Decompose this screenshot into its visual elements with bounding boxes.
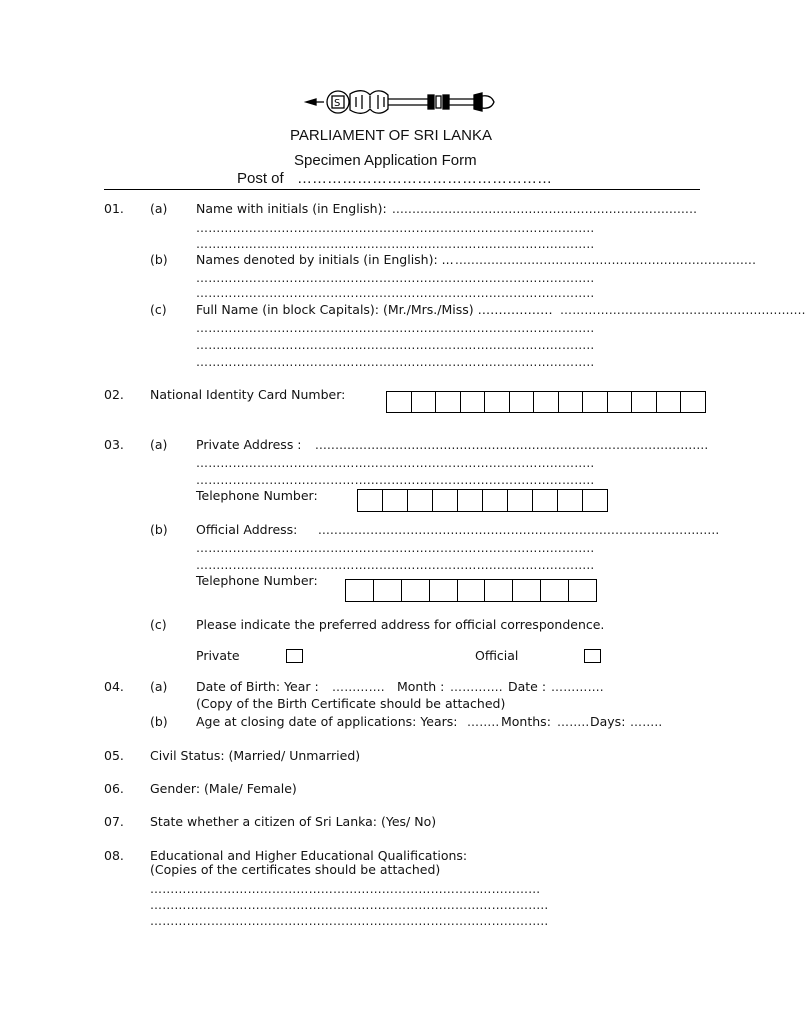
- item-03-c: (c): [150, 617, 167, 632]
- phone-box[interactable]: [484, 580, 512, 601]
- official-telephone-label: Telephone Number:: [196, 573, 318, 588]
- names-denoted-field-line-2[interactable]: ……………………………………………………………………………………..: [196, 271, 595, 285]
- name-initials-field[interactable]: ............................................................................: [392, 202, 698, 216]
- private-telephone-label: Telephone Number:: [196, 488, 318, 503]
- dob-year-field[interactable]: ………….: [332, 680, 385, 694]
- age-days-field[interactable]: ……..: [630, 715, 663, 729]
- item-number-08: 08.: [104, 848, 124, 863]
- nic-box[interactable]: [387, 392, 411, 412]
- phone-box[interactable]: [568, 580, 596, 601]
- name-initials-label: Name with initials (in English):: [196, 201, 387, 216]
- nic-box[interactable]: [607, 392, 632, 412]
- item-number-04: 04.: [104, 679, 124, 694]
- parliament-title: PARLIAMENT OF SRI LANKA: [290, 127, 492, 144]
- phone-box[interactable]: [373, 580, 401, 601]
- nic-box[interactable]: [680, 392, 705, 412]
- names-denoted-label: Names denoted by initials (in English): ...: [196, 252, 454, 267]
- post-of-label: Post of: [237, 170, 284, 187]
- phone-box[interactable]: [507, 490, 532, 511]
- mace-emblem-icon: [302, 87, 502, 117]
- phone-box[interactable]: [429, 580, 457, 601]
- item-number-06: 06.: [104, 781, 124, 796]
- full-name-field[interactable]: ……………..............................................: [560, 303, 806, 317]
- names-denoted-field[interactable]: ...........................................................................: [455, 253, 757, 267]
- full-name-field-line-4[interactable]: ……………………………………………………………………………………..: [196, 355, 595, 369]
- birth-certificate-note: (Copy of the Birth Certificate should be attached): [196, 696, 506, 711]
- preferred-address-label: Please indicate the preferred address for official correspondence.: [196, 617, 605, 632]
- svg-text:S: S: [334, 98, 341, 109]
- item-01-a: (a): [150, 201, 168, 216]
- item-04-a: (a): [150, 679, 168, 694]
- education-field-line-1[interactable]: …………………………………………………………………………………...: [150, 882, 541, 896]
- nic-box[interactable]: [582, 392, 607, 412]
- phone-box[interactable]: [401, 580, 429, 601]
- age-label: Age at closing date of applications: Years:: [196, 714, 458, 729]
- education-field-line-2[interactable]: ……………………………………………………………………………………..: [150, 898, 549, 912]
- private-address-field-line-3[interactable]: ……………………………………………………………………………………..: [196, 473, 595, 487]
- nic-box[interactable]: [460, 392, 485, 412]
- private-address-field[interactable]: ..................................................................................................: [315, 438, 709, 452]
- citizenship-label: State whether a citizen of Sri Lanka: (Yes/ No): [150, 814, 437, 829]
- nic-number-boxes[interactable]: [386, 391, 706, 413]
- phone-box[interactable]: [358, 490, 382, 511]
- age-months-field[interactable]: ……..: [557, 715, 590, 729]
- phone-box[interactable]: [382, 490, 407, 511]
- nic-box[interactable]: [411, 392, 436, 412]
- item-03-b: (b): [150, 522, 168, 537]
- dob-label: Date of Birth: Year :: [196, 679, 319, 694]
- official-telephone-boxes[interactable]: [345, 579, 597, 602]
- phone-box[interactable]: [407, 490, 432, 511]
- gender-label: Gender: (Male/ Female): [150, 781, 297, 796]
- official-option-label: Official: [475, 648, 519, 663]
- name-initials-field-line-2[interactable]: ……………………………………………………………………………………..: [196, 221, 595, 235]
- nic-box[interactable]: [435, 392, 460, 412]
- civil-status-label: Civil Status: (Married/ Unmarried): [150, 748, 361, 763]
- official-address-field-line-3[interactable]: ……………………………………………………………………………………..: [196, 558, 595, 572]
- name-initials-field-line-3[interactable]: ……………………………………………………………………………………..: [196, 237, 595, 251]
- private-address-field-line-2[interactable]: ……………………………………………………………………………………..: [196, 456, 595, 470]
- phone-box[interactable]: [457, 580, 485, 601]
- dob-date-field[interactable]: ………….: [551, 680, 604, 694]
- dob-date-label: Date :: [508, 679, 547, 694]
- age-days-label: Days:: [590, 714, 626, 729]
- phone-box[interactable]: [482, 490, 507, 511]
- phone-box[interactable]: [512, 580, 540, 601]
- age-years-field[interactable]: ……..: [467, 715, 500, 729]
- dob-month-field[interactable]: ………….: [450, 680, 503, 694]
- official-checkbox[interactable]: [584, 649, 601, 663]
- official-address-field[interactable]: ....................................................................................................: [318, 523, 720, 537]
- education-field-line-3[interactable]: ……………………………………………………………………………………..: [150, 914, 549, 928]
- phone-box[interactable]: [346, 580, 373, 601]
- official-address-field-line-2[interactable]: ……………………………………………………………………………………..: [196, 541, 595, 555]
- phone-box[interactable]: [582, 490, 607, 511]
- nic-box[interactable]: [533, 392, 558, 412]
- nic-box[interactable]: [484, 392, 509, 412]
- full-name-field-line-3[interactable]: ……………………………………………………………………………………..: [196, 338, 595, 352]
- age-months-label: Months:: [501, 714, 551, 729]
- phone-box[interactable]: [532, 490, 557, 511]
- private-checkbox[interactable]: [286, 649, 303, 663]
- names-denoted-field-line-3[interactable]: ……………………………………………………………………………………..: [196, 286, 595, 300]
- private-telephone-boxes[interactable]: [357, 489, 608, 512]
- nic-label: National Identity Card Number:: [150, 387, 346, 402]
- item-number-01: 01.: [104, 201, 124, 216]
- form-title: Specimen Application Form: [294, 152, 477, 169]
- full-name-label: Full Name (in block Capitals): (Mr./Mrs./Miss) ………………: [196, 302, 553, 317]
- phone-box[interactable]: [457, 490, 482, 511]
- item-04-b: (b): [150, 714, 168, 729]
- phone-box[interactable]: [557, 490, 582, 511]
- nic-box[interactable]: [509, 392, 534, 412]
- phone-box[interactable]: [432, 490, 457, 511]
- item-number-03: 03.: [104, 437, 124, 452]
- education-label: Educational and Higher Educational Qualifications:: [150, 848, 468, 863]
- nic-box[interactable]: [656, 392, 681, 412]
- item-number-07: 07.: [104, 814, 124, 829]
- official-address-label: Official Address:: [196, 522, 298, 537]
- item-03-a: (a): [150, 437, 168, 452]
- nic-box[interactable]: [558, 392, 583, 412]
- education-note: (Copies of the certificates should be attached): [150, 862, 441, 877]
- item-01-b: (b): [150, 252, 168, 267]
- header-divider: [104, 189, 700, 190]
- full-name-field-line-2[interactable]: ……………………………………………………………………………………..: [196, 321, 595, 335]
- private-option-label: Private: [196, 648, 240, 663]
- nic-box[interactable]: [631, 392, 656, 412]
- item-number-05: 05.: [104, 748, 124, 763]
- item-number-02: 02.: [104, 387, 124, 402]
- dob-month-label: Month :: [397, 679, 445, 694]
- private-address-label: Private Address :: [196, 437, 302, 452]
- item-01-c: (c): [150, 302, 167, 317]
- phone-box[interactable]: [540, 580, 568, 601]
- post-of-field[interactable]: ……………………………………………: [297, 170, 552, 187]
